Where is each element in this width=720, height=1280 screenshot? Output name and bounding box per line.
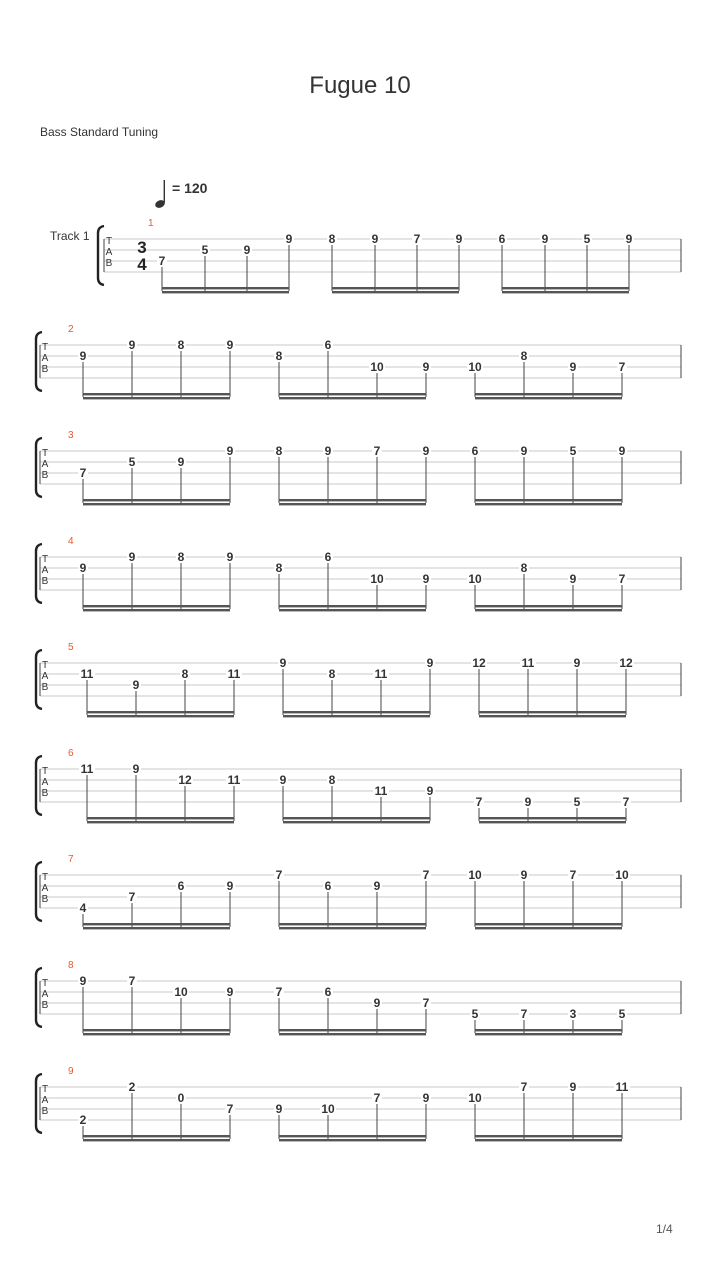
fret-number: 10 xyxy=(370,572,384,586)
fret-number: 9 xyxy=(569,1080,577,1094)
song-title: Fugue 10 xyxy=(309,72,411,99)
fret-number: 9 xyxy=(373,879,381,893)
tab-system xyxy=(36,748,681,823)
beam-secondary xyxy=(279,1033,426,1035)
tab-clef-letter: B xyxy=(41,470,49,481)
fret-number: 5 xyxy=(569,444,577,458)
beam-primary xyxy=(475,1029,622,1031)
fret-number: 7 xyxy=(373,1091,381,1105)
fret-number: 9 xyxy=(279,656,287,670)
beam-primary xyxy=(87,711,234,713)
fret-number: 9 xyxy=(422,572,430,586)
beam-primary xyxy=(502,287,629,289)
tab-system xyxy=(36,642,681,717)
fret-number: 9 xyxy=(285,232,293,246)
tab-system xyxy=(36,536,681,611)
beam-primary xyxy=(475,499,622,501)
measure-number: 6 xyxy=(68,748,74,759)
fret-number: 9 xyxy=(226,444,234,458)
fret-number: 8 xyxy=(328,773,336,787)
beam-primary xyxy=(279,1135,426,1137)
fret-number: 9 xyxy=(324,444,332,458)
measure-number: 7 xyxy=(68,854,74,865)
measure-number: 8 xyxy=(68,960,74,971)
fret-number: 10 xyxy=(321,1102,335,1116)
beam-secondary xyxy=(283,715,430,717)
tab-clef-letter: A xyxy=(41,989,49,1000)
fret-number: 7 xyxy=(520,1080,528,1094)
fret-number: 4 xyxy=(79,901,87,915)
tab-clef-letter: A xyxy=(41,353,49,364)
tab-system xyxy=(36,854,681,929)
fret-number: 11 xyxy=(227,667,241,681)
fret-number: 7 xyxy=(226,1102,234,1116)
beam-primary xyxy=(283,817,430,819)
fret-number: 7 xyxy=(413,232,421,246)
beam-secondary xyxy=(279,609,426,611)
fret-number: 11 xyxy=(227,773,241,787)
fret-number: 9 xyxy=(279,773,287,787)
fret-number: 9 xyxy=(226,550,234,564)
tab-clef-letter: A xyxy=(41,565,49,576)
fret-number: 7 xyxy=(520,1007,528,1021)
fret-number: 2 xyxy=(128,1080,136,1094)
beam-primary xyxy=(83,1135,230,1137)
tab-clef-letter: T xyxy=(41,1084,49,1095)
fret-number: 7 xyxy=(422,996,430,1010)
beam-primary xyxy=(475,923,622,925)
beam-primary xyxy=(475,393,622,395)
fret-number: 10 xyxy=(468,868,482,882)
beam-secondary xyxy=(83,927,230,929)
fret-number: 9 xyxy=(573,656,581,670)
fret-number: 10 xyxy=(468,1091,482,1105)
tab-clef-letter: A xyxy=(41,671,49,682)
fret-number: 0 xyxy=(177,1091,185,1105)
fret-number: 9 xyxy=(243,243,251,257)
beam-secondary xyxy=(283,821,430,823)
beam-secondary xyxy=(162,291,289,293)
fret-number: 9 xyxy=(625,232,633,246)
tab-clef-letter: T xyxy=(41,872,49,883)
fret-number: 7 xyxy=(275,868,283,882)
beam-primary xyxy=(283,711,430,713)
fret-number: 7 xyxy=(79,466,87,480)
measure-number: 9 xyxy=(68,1066,74,1077)
tab-clef-letter: A xyxy=(41,1095,49,1106)
fret-number: 8 xyxy=(328,232,336,246)
fret-number: 9 xyxy=(226,338,234,352)
fret-number: 9 xyxy=(226,985,234,999)
fret-number: 11 xyxy=(374,667,388,681)
fret-number: 9 xyxy=(524,795,532,809)
fret-number: 12 xyxy=(472,656,486,670)
beam-primary xyxy=(83,605,230,607)
beam-secondary xyxy=(479,715,626,717)
beam-secondary xyxy=(87,715,234,717)
fret-number: 8 xyxy=(275,349,283,363)
track-name: Track 1 xyxy=(50,229,90,243)
tab-clef-letter: B xyxy=(41,364,49,375)
fret-number: 5 xyxy=(128,455,136,469)
time-signature-top: 3 xyxy=(137,238,147,257)
fret-number: 8 xyxy=(275,444,283,458)
tab-clef-letter: A xyxy=(41,883,49,894)
beam-primary xyxy=(279,393,426,395)
beam-secondary xyxy=(502,291,629,293)
beam-secondary xyxy=(83,397,230,399)
fret-number: 9 xyxy=(569,360,577,374)
beam-primary xyxy=(475,605,622,607)
tuning-label: Bass Standard Tuning xyxy=(40,125,159,139)
beam-secondary xyxy=(479,821,626,823)
measure-number: 1 xyxy=(148,218,154,229)
beam-primary xyxy=(83,499,230,501)
fret-number: 8 xyxy=(177,550,185,564)
fret-number: 6 xyxy=(324,550,332,564)
tab-clef-letter: B xyxy=(41,682,49,693)
fret-number: 11 xyxy=(80,762,94,776)
beam-secondary xyxy=(475,927,622,929)
fret-number: 9 xyxy=(426,656,434,670)
fret-number: 8 xyxy=(181,667,189,681)
time-signature-bottom: 4 xyxy=(137,255,147,274)
beam-primary xyxy=(279,605,426,607)
tab-clef-letter: B xyxy=(41,894,49,905)
fret-number: 5 xyxy=(573,795,581,809)
measure-number: 2 xyxy=(68,324,74,335)
beam-secondary xyxy=(475,609,622,611)
beam-secondary xyxy=(83,1033,230,1035)
beam-secondary xyxy=(475,397,622,399)
page-number: 1/4 xyxy=(656,1222,673,1236)
beam-primary xyxy=(479,711,626,713)
fret-number: 9 xyxy=(569,572,577,586)
fret-number: 9 xyxy=(371,232,379,246)
fret-number: 7 xyxy=(475,795,483,809)
fret-number: 10 xyxy=(468,572,482,586)
beam-primary xyxy=(475,1135,622,1137)
fret-number: 5 xyxy=(471,1007,479,1021)
beam-primary xyxy=(83,393,230,395)
tab-clef-letter: B xyxy=(105,258,113,269)
tab-clef-letter: T xyxy=(41,766,49,777)
beam-secondary xyxy=(279,927,426,929)
tab-clef-letter: T xyxy=(41,660,49,671)
fret-number: 7 xyxy=(275,985,283,999)
fret-number: 9 xyxy=(373,996,381,1010)
fret-number: 9 xyxy=(275,1102,283,1116)
tab-system xyxy=(98,218,681,293)
beam-primary xyxy=(279,1029,426,1031)
tab-system xyxy=(36,1066,681,1141)
tempo-value: = 120 xyxy=(172,180,208,196)
system-bracket xyxy=(98,226,104,285)
fret-number: 8 xyxy=(520,349,528,363)
fret-number: 9 xyxy=(128,338,136,352)
tab-clef-letter: B xyxy=(41,1000,49,1011)
beam-secondary xyxy=(83,1139,230,1141)
fret-number: 9 xyxy=(520,444,528,458)
tab-system xyxy=(36,324,681,399)
fret-number: 9 xyxy=(79,561,87,575)
beam-secondary xyxy=(279,397,426,399)
fret-number: 9 xyxy=(128,550,136,564)
fret-number: 6 xyxy=(498,232,506,246)
fret-number: 9 xyxy=(132,762,140,776)
fret-number: 12 xyxy=(619,656,633,670)
beam-secondary xyxy=(332,291,459,293)
beam-primary xyxy=(87,817,234,819)
fret-number: 7 xyxy=(622,795,630,809)
beam-secondary xyxy=(83,503,230,505)
fret-number: 7 xyxy=(422,868,430,882)
tab-clef-letter: T xyxy=(41,342,49,353)
fret-number: 10 xyxy=(615,868,629,882)
fret-number: 11 xyxy=(374,784,388,798)
beam-secondary xyxy=(279,1139,426,1141)
tab-clef-letter: A xyxy=(41,459,49,470)
fret-number: 9 xyxy=(79,349,87,363)
fret-number: 9 xyxy=(422,360,430,374)
fret-number: 9 xyxy=(177,455,185,469)
beam-primary xyxy=(279,499,426,501)
fret-number: 5 xyxy=(201,243,209,257)
fret-number: 9 xyxy=(520,868,528,882)
fret-number: 10 xyxy=(468,360,482,374)
measure-number: 5 xyxy=(68,642,74,653)
tab-clef-letter: A xyxy=(105,247,113,258)
fret-number: 6 xyxy=(177,879,185,893)
fret-number: 10 xyxy=(370,360,384,374)
fret-number: 7 xyxy=(373,444,381,458)
fret-number: 7 xyxy=(569,868,577,882)
fret-number: 9 xyxy=(226,879,234,893)
beam-secondary xyxy=(279,503,426,505)
fret-number: 9 xyxy=(455,232,463,246)
fret-number: 2 xyxy=(79,1113,87,1127)
fret-number: 6 xyxy=(471,444,479,458)
fret-number: 7 xyxy=(128,890,136,904)
fret-number: 12 xyxy=(178,773,192,787)
beam-primary xyxy=(279,923,426,925)
tab-clef-letter: B xyxy=(41,788,49,799)
fret-number: 10 xyxy=(174,985,188,999)
fret-number: 8 xyxy=(328,667,336,681)
beam-primary xyxy=(332,287,459,289)
tab-clef-letter: T xyxy=(41,448,49,459)
fret-number: 9 xyxy=(422,444,430,458)
tab-clef-letter: A xyxy=(41,777,49,788)
tab-clef-letter: T xyxy=(105,236,113,247)
measure-number: 3 xyxy=(68,430,74,441)
fret-number: 7 xyxy=(618,572,626,586)
fret-number: 9 xyxy=(618,444,626,458)
tab-system xyxy=(36,960,681,1035)
beam-primary xyxy=(83,923,230,925)
fret-number: 6 xyxy=(324,338,332,352)
beam-secondary xyxy=(83,609,230,611)
fret-number: 9 xyxy=(426,784,434,798)
tab-system xyxy=(36,430,681,505)
fret-number: 9 xyxy=(541,232,549,246)
fret-number: 8 xyxy=(520,561,528,575)
fret-number: 11 xyxy=(521,656,535,670)
beam-primary xyxy=(83,1029,230,1031)
fret-number: 3 xyxy=(569,1007,577,1021)
tab-clef-letter: B xyxy=(41,1106,49,1117)
fret-number: 11 xyxy=(615,1080,629,1094)
fret-number: 7 xyxy=(158,254,166,268)
fret-number: 7 xyxy=(618,360,626,374)
fret-number: 6 xyxy=(324,879,332,893)
beam-secondary xyxy=(475,1139,622,1141)
tab-clef-letter: T xyxy=(41,978,49,989)
fret-number: 5 xyxy=(618,1007,626,1021)
fret-number: 9 xyxy=(79,974,87,988)
fret-number: 9 xyxy=(422,1091,430,1105)
fret-number: 8 xyxy=(177,338,185,352)
fret-number: 5 xyxy=(583,232,591,246)
tab-clef-letter: T xyxy=(41,554,49,565)
fret-number: 11 xyxy=(80,667,94,681)
beam-secondary xyxy=(475,503,622,505)
fret-number: 6 xyxy=(324,985,332,999)
fret-number: 9 xyxy=(132,678,140,692)
fret-number: 7 xyxy=(128,974,136,988)
beam-secondary xyxy=(475,1033,622,1035)
measure-number: 4 xyxy=(68,536,74,547)
beam-primary xyxy=(162,287,289,289)
beam-secondary xyxy=(87,821,234,823)
tab-clef-letter: B xyxy=(41,576,49,587)
beam-primary xyxy=(479,817,626,819)
fret-number: 8 xyxy=(275,561,283,575)
